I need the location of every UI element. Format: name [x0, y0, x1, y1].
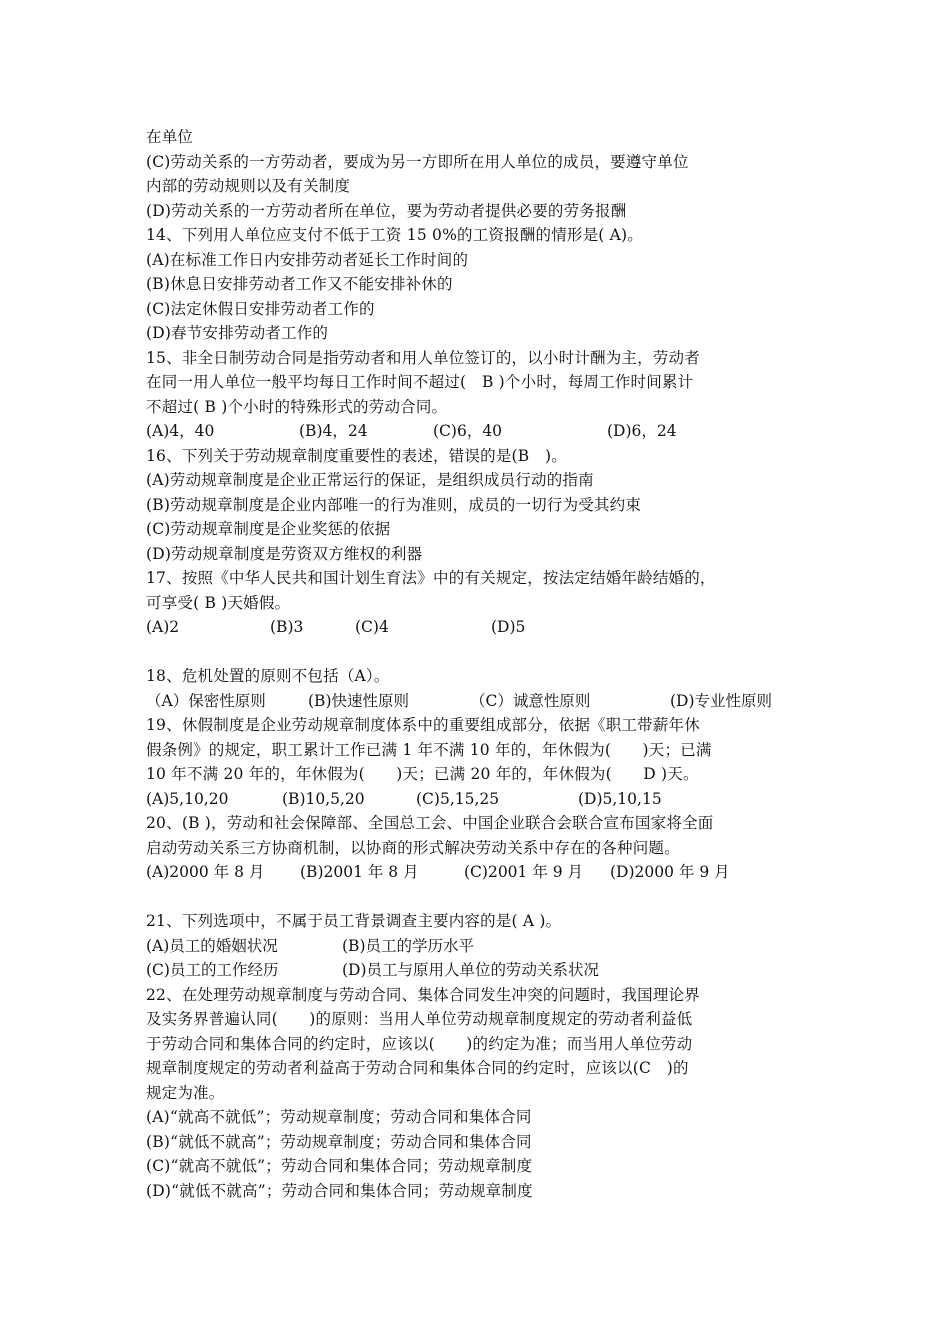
question-22-option-d: (D)“就低不就高”；劳动合同和集体合同；劳动规章制度 — [146, 1181, 533, 1200]
question-19-stem: 19、休假制度是企业劳动规章制度体系中的重要组成部分，依据《职工带薪年休 — [146, 716, 700, 734]
question-18-option-a: （A）保密性原则 — [146, 691, 266, 710]
question-19-options — [146, 787, 826, 812]
question-21-option-d: (D)员工与原用人单位的劳动关系状况 — [342, 961, 600, 979]
question-22-stem: 规定为准。 — [146, 1083, 225, 1102]
question-21-option-a: (A)员工的婚姻状况 — [146, 936, 278, 955]
question-19-option-d: (D)5,10,15 — [578, 789, 662, 808]
question-22-option-c: (C)“就高不就低”；劳动合同和集体合同；劳动规章制度 — [146, 1157, 533, 1175]
question-15-option-c: (C)6，40 — [433, 422, 503, 440]
question-17-stem: 17、按照《中华人民共和国计划生育法》中的有关规定，按法定结婚年龄结婚的， — [146, 569, 716, 587]
option-c-continued: 内部的劳动规则以及有关制度 — [146, 177, 351, 195]
question-21-option-b: (B)员工的学历水平 — [342, 936, 474, 955]
question-15-option-a: (A)4，40 — [146, 422, 215, 440]
question-16-option-a: (A)劳动规章制度是企业正常运行的保证，是组织成员行动的指南 — [146, 471, 594, 489]
question-14-option-d: (D)春节安排劳动者工作的 — [146, 324, 329, 342]
question-20-stem: 20、(B )，劳动和社会保障部、全国总工会、中国企业联合会联合宣布国家将全面 — [146, 814, 714, 832]
question-14-option-c: (C)法定休假日安排劳动者工作的 — [146, 299, 375, 318]
question-18-stem: 18、危机处置的原则不包括（A）。 — [146, 667, 390, 685]
question-18-option-c: （C）诚意性原则 — [470, 691, 591, 710]
question-22-stem: 22、在处理劳动规章制度与劳动合同、集体合同发生冲突的问题时，我国理论界 — [146, 985, 700, 1004]
document-page — [146, 125, 826, 1203]
question-17-option-b: (B)3 — [270, 618, 304, 636]
question-15-options — [146, 419, 826, 444]
question-22-stem: 规章制度规定的劳动者利益高于劳动合同和集体合同的约定时，应该以(C )的 — [146, 1059, 689, 1077]
question-19-stem: 10 年不满 20 年的，年休假为( )天；已满 20 年的，年休假为( D )天。 — [146, 765, 699, 783]
question-19-option-b: (B)10,5,20 — [282, 789, 365, 808]
question-14-option-b: (B)休息日安排劳动者工作又不能安排补休的 — [146, 275, 453, 293]
question-20-stem: 启动劳动关系三方协商机制，以协商的形式解决劳动关系中存在的各种问题。 — [146, 838, 680, 857]
question-15-stem: 在同一用人单位一般平均每日工作时间不超过( B )个小时，每周工作时间累计 — [146, 373, 694, 391]
question-17-stem: 可享受( B )天婚假。 — [146, 593, 291, 612]
question-16-option-b: (B)劳动规章制度是企业内部唯一的行为准则，成员的一切行为受其约束 — [146, 495, 642, 514]
question-18-options — [146, 689, 826, 714]
question-17-option-a: (A)2 — [146, 618, 180, 636]
question-19-option-c: (C)5,15,25 — [416, 789, 500, 808]
text-line: 在单位 — [146, 128, 194, 146]
question-15-option-d: (D)6，24 — [607, 422, 677, 440]
question-21-option-c: (C)员工的工作经历 — [146, 961, 279, 979]
option-c: (C)劳动关系的一方劳动者，要成为另一方即所在用人单位的成员，要遵守单位 — [146, 152, 689, 171]
question-19-stem: 假条例》的规定，职工累计工作已满 1 年不满 10 年的，年休假为( )天；已满 — [146, 740, 712, 759]
question-22-stem: 及实务界普遍认同( )的原则：当用人单位劳动规章制度规定的劳动者利益低 — [146, 1010, 693, 1028]
question-19-option-a: (A)5,10,20 — [146, 789, 229, 808]
question-21-stem: 21、下列选项中，不属于员工背景调查主要内容的是( A )。 — [146, 912, 562, 930]
question-16-option-d: (D)劳动规章制度是劳资双方维权的利器 — [146, 544, 423, 563]
option-d: (D)劳动关系的一方劳动者所在单位，要为劳动者提供必要的劳务报酬 — [146, 201, 627, 220]
question-18-option-d: (D)专业性原则 — [670, 691, 773, 710]
question-21-options — [146, 934, 826, 959]
question-22-option-a: (A)“就高不就低”；劳动规章制度；劳动合同和集体合同 — [146, 1108, 532, 1126]
question-20-option-b: (B)2001 年 8 月 — [300, 863, 419, 881]
question-17-option-d: (D)5 — [491, 618, 526, 636]
question-20-option-c: (C)2001 年 9 月 — [464, 863, 584, 881]
question-21-options — [146, 958, 826, 983]
question-22-stem: 于劳动合同和集体合同的约定时，应该以( )的约定为准；而当用人单位劳动 — [146, 1034, 693, 1053]
question-20-option-a: (A)2000 年 8 月 — [146, 863, 265, 881]
spacer — [146, 885, 826, 910]
question-15-option-b: (B)4，24 — [299, 422, 368, 440]
question-20-option-d: (D)2000 年 9 月 — [610, 863, 730, 881]
question-16-stem: 16、下列关于劳动规章制度重要性的表述，错误的是(B )。 — [146, 446, 568, 465]
question-20-options — [146, 860, 826, 885]
question-15-stem: 15、非全日制劳动合同是指劳动者和用人单位签订的，以小时计酬为主，劳动者 — [146, 348, 700, 367]
question-15-stem: 不超过( B )个小时的特殊形式的劳动合同。 — [146, 397, 448, 416]
question-17-options — [146, 615, 826, 640]
question-17-option-c: (C)4 — [355, 618, 389, 636]
spacer — [146, 640, 826, 665]
question-16-option-c: (C)劳动规章制度是企业奖惩的依据 — [146, 520, 391, 538]
question-18-option-b: (B)快速性原则 — [308, 691, 409, 710]
question-14-stem: 14、下列用人单位应支付不低于工资 15 0%的工资报酬的情形是( A)。 — [146, 226, 644, 244]
question-14-option-a: (A)在标准工作日内安排劳动者延长工作时间的 — [146, 250, 469, 269]
question-22-option-b: (B)“就低不就高”；劳动规章制度；劳动合同和集体合同 — [146, 1132, 532, 1151]
